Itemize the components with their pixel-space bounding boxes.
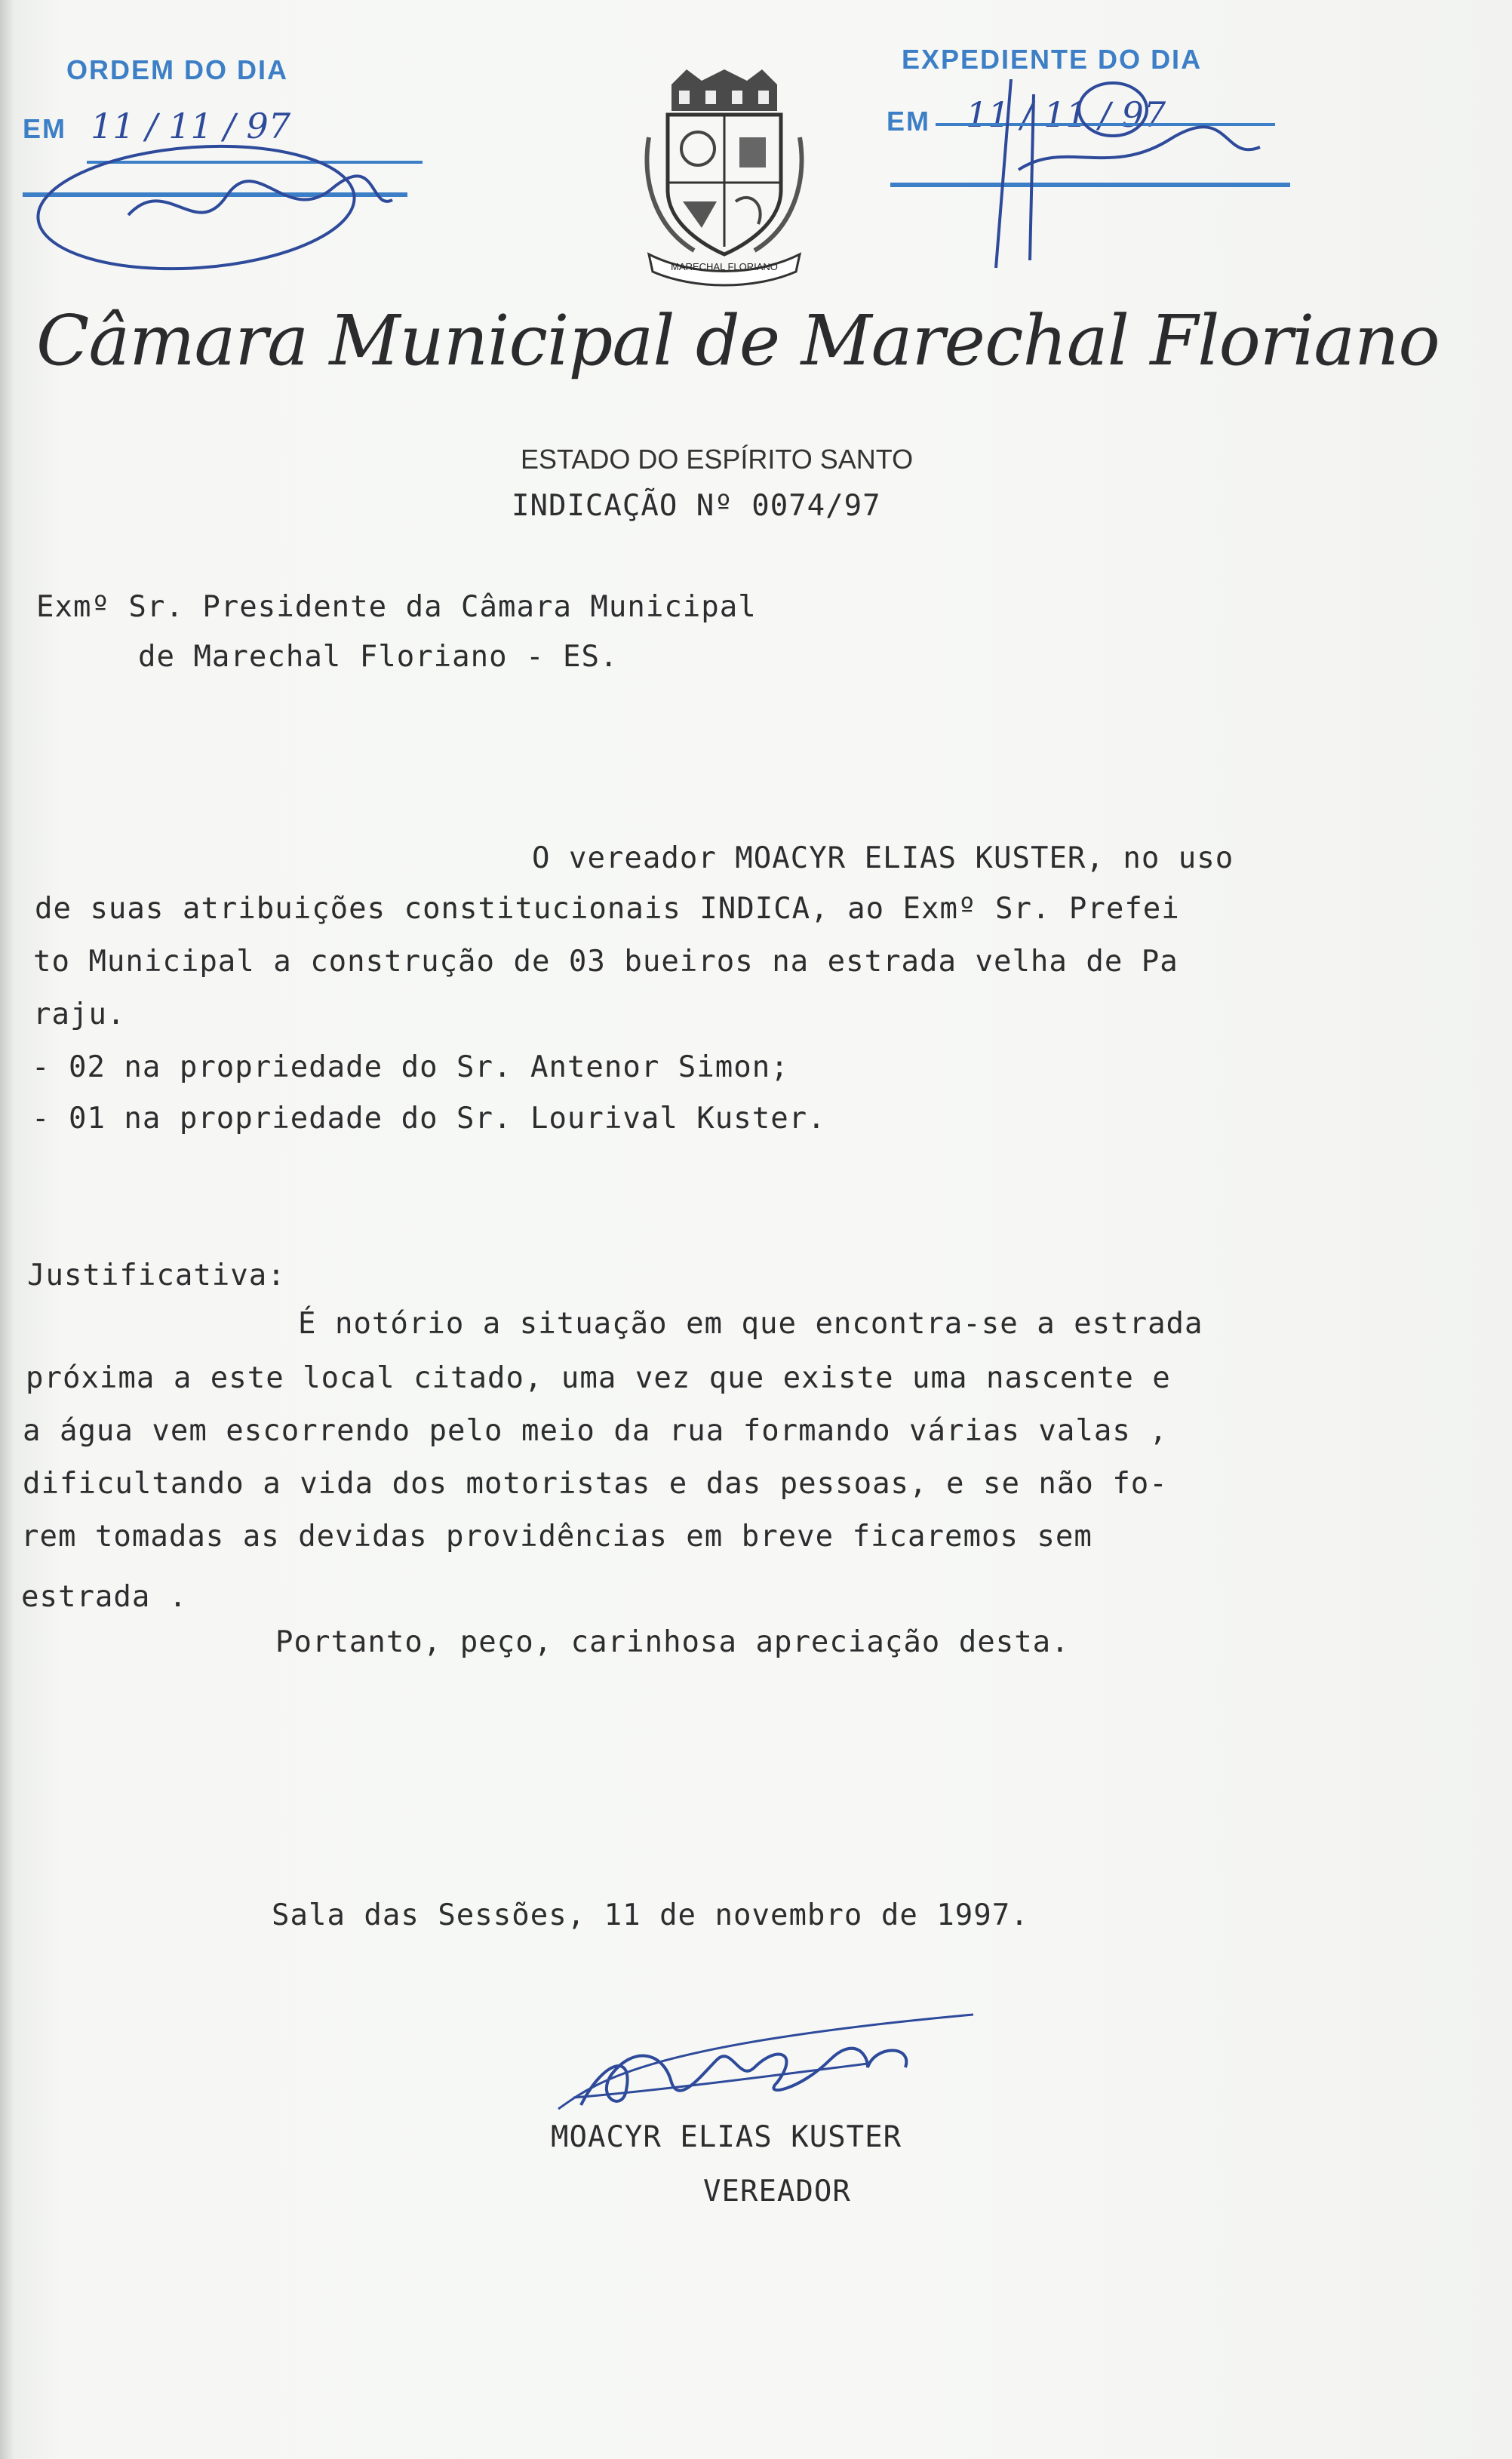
stamp-lines-and-initials	[15, 128, 423, 302]
list-item: - 01 na propriedade do Sr. Lourival Kuster.	[32, 1102, 826, 1136]
page-edge-shadow	[0, 0, 15, 2459]
justification-heading: Justificativa:	[27, 1259, 286, 1293]
body-line: O vereador MOACYR ELIAS KUSTER, no uso	[532, 841, 1234, 875]
stamp-prefix: EM	[23, 113, 66, 144]
body-line: to Municipal a construção de 03 bueiros na estrada velha de Pa	[33, 945, 1179, 979]
body-line: de suas atribuições constitucionais INDICA, ao Exmº Sr. Prefei	[35, 892, 1180, 926]
justification-line: É notório a situação em que encontra-se a estrada	[298, 1307, 1203, 1341]
justification-line: próxima a este local citado, uma vez que existe uma nascente e	[26, 1361, 1171, 1395]
addressee-line-1: Exmº Sr. Presidente da Câmara Municipal	[36, 590, 757, 624]
list-item: - 02 na propriedade do Sr. Antenor Simon;	[32, 1050, 789, 1084]
justification-line: estrada .	[21, 1580, 188, 1614]
stamp-prefix: EM	[887, 106, 930, 137]
closing-line: Portanto, peço, carinhosa apreciação desta.	[275, 1625, 1070, 1659]
document-number: INDICAÇÃO Nº 0074/97	[512, 489, 881, 523]
justification-line: dificultando a vida dos motoristas e das pessoas, e se não fo-	[23, 1467, 1168, 1501]
signer-name: MOACYR ELIAS KUSTER	[551, 2120, 902, 2154]
stamp-lines-and-signature	[883, 64, 1305, 290]
stamp-date: 11 / 11 / 97	[966, 94, 1166, 135]
seal-ribbon-text: MARECHAL FLORIANO	[671, 261, 778, 272]
stamp-date: 11 / 11 / 97	[91, 106, 291, 146]
session-date: Sala das Sessões, 11 de novembro de 1997.	[272, 1898, 1029, 1932]
body-line: raju.	[33, 997, 126, 1031]
signer-title: VEREADOR	[703, 2175, 851, 2208]
state-name: ESTADO DO ESPÍRITO SANTO	[521, 444, 914, 475]
stamp-title: ORDEM DO DIA	[66, 54, 288, 85]
stamp-title: EXPEDIENTE DO DIA	[902, 44, 1203, 75]
handwritten-signature	[551, 1999, 1003, 2128]
municipal-coat-of-arms	[626, 69, 822, 288]
addressee-line-2: de Marechal Floriano - ES.	[138, 640, 619, 674]
justification-line: a água vem escorrendo pelo meio da rua formando várias valas ,	[23, 1414, 1168, 1448]
justification-line: rem tomadas as devidas providências em breve ficaremos sem	[21, 1520, 1093, 1554]
institution-name: Câmara Municipal de Marechal Floriano	[36, 300, 1440, 381]
